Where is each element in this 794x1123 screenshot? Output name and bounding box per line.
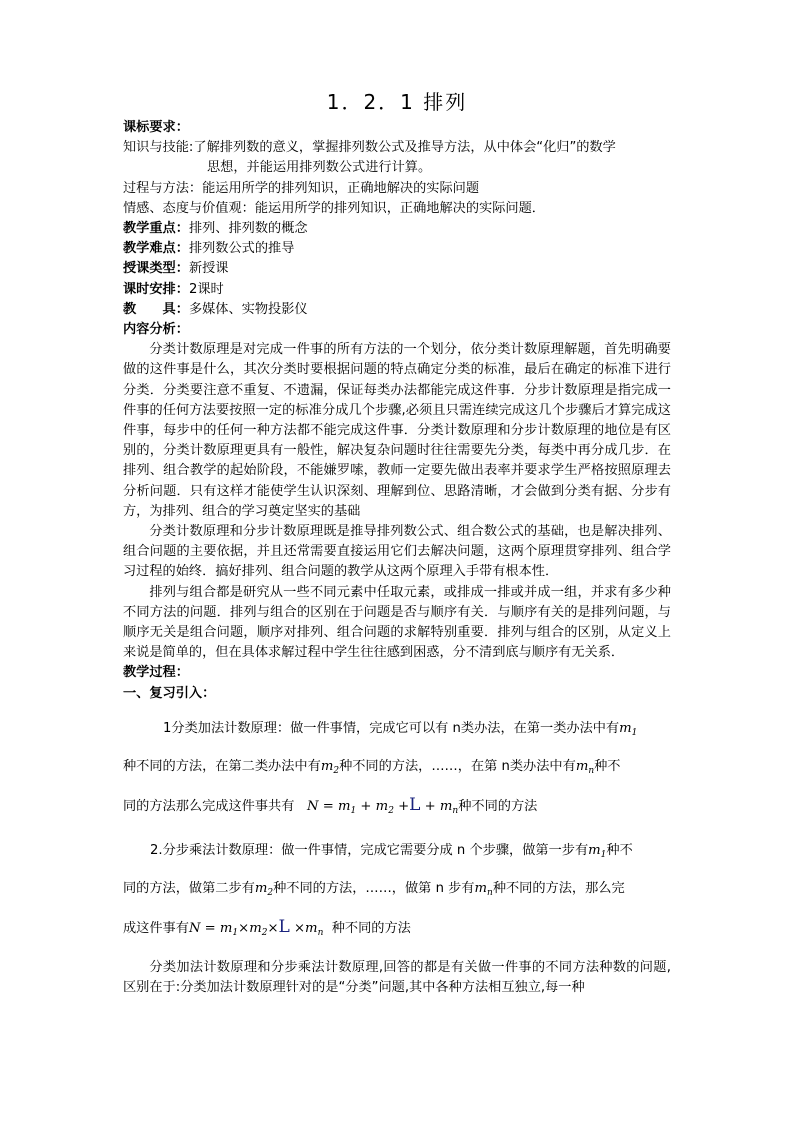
kebiao-knowledge: 知识与技能:了解排列数的意义，掌握排列数公式及推导方法，从中体会“化归”的数学 xyxy=(123,140,616,156)
meta-key: 教学重点： xyxy=(123,221,189,237)
document-body xyxy=(123,118,671,998)
formula-m1: $m_1$ xyxy=(588,842,607,860)
meta-value: 排列数公式的推导 xyxy=(188,241,295,257)
formula-mn: $m_n$ xyxy=(575,758,595,776)
meta-value: 新授课 xyxy=(188,261,229,277)
meta-key: 课时安排： xyxy=(123,281,189,297)
meta-row xyxy=(123,280,671,300)
meta-value: 多媒体、实物投影仪 xyxy=(188,301,308,317)
teaching-process-label: 教学过程： xyxy=(123,665,189,681)
meta-value: 排列、排列数的概念 xyxy=(188,221,308,237)
meta-key: 教 具： xyxy=(123,301,189,317)
meta-row xyxy=(123,239,671,259)
addition-principle: 1分类加法计数原理：做一件事情，完成它可以有 n类办法，在第一类办法中有$m_1$ 种不同的方法，在第二类办法中有$m_2$种不同的方法，……，在第 n类办法中有$m_n$种不 同的方法那么完成这件事共有 $N = m_1 + m_2 +L + m_n$种不同的方法 xyxy=(123,720,638,816)
formula-product: $N = m_1\times m_2\times L \times m_n$ xyxy=(188,916,324,938)
paragraph: 分类加法计数原理和分步乘法计数原理,回答的都是有关做一件事的不同方法种数的问题,区别在于:分类加法计数原理针对的是“分类”问题,其中各种方法相互独立,每一种 xyxy=(123,959,671,996)
review-heading: 一、复习引入： xyxy=(123,685,216,701)
paragraph: 分类计数原理是对完成一件事的所有方法的一个划分，依分类计数原理解题，首先明确要做的这件事是什么，其次分类时要根据问题的特点确定分类的标准，最后在确定的标准下进行分类．分类要注意不重复、不遗漏，保证每类办法都能完成这件事．分步计数原理是指完成一件事的任何方法要按照一定的标准分成几个步骤,必须且只需连续完成这几个步骤后才算完成这件事，每步中的任何一种方法都不能完成这件事．分类计数原理和分步计数原理的地位是有区别的，分类计数原理更具有一般性，解决复杂问题时往往需要先分类，每类中再分成几步．在排列、组合教学的起始阶段，不能嫌罗嗦，教师一定要先做出表率并要求学生严格按照原理去分析问题．只有这样才能使学生认识深刻、理解到位、思路清晰，才会做到分类有据、分步有方，为排列、组合的学习奠定坚实的基础 xyxy=(123,342,671,519)
content-analysis-label: 内容分析： xyxy=(123,322,189,338)
meta-key: 授课类型： xyxy=(123,261,189,277)
paragraph: 排列与组合都是研究从一些不同元素中任取元素，或排成一排或并成一组，并求有多少种不同方法的问题．排列与组合的区别在于问题是否与顺序有关．与顺序有关的是排列问题，与顺序无关是组合问题，顺序对排列、组合问题的求解特别重要．排列与组合的区别，从定义上来说是简单的，但在具体求解过程中学生往往感到困惑，分不清到底与顺序有无关系． xyxy=(123,584,671,661)
formula-m1: $m_1$ xyxy=(619,720,638,738)
kebiao-process: 过程与方法：能运用所学的排列知识，正确地解决的实际问题 xyxy=(123,180,480,196)
formula-m2: $m_2$ xyxy=(320,758,340,776)
paragraph: 分类计数原理和分步计数原理既是推导排列数公式、组合数公式的基础，也是解决排列、组合问题的主要依据，并且还常需要直接运用它们去解决问题，这两个原理贯穿排列、组合学习过程的始终．搞好排列、组合问题的教学从这两个原理入手带有根本性． xyxy=(123,524,671,580)
formula-sum: $N = m_1 + m_2 +L + m_n$ xyxy=(294,794,459,816)
formula-m2: $m_2$ xyxy=(254,880,274,898)
meta-key: 教学难点： xyxy=(123,241,189,257)
kebiao-label: 课标要求： xyxy=(123,120,189,135)
meta-row xyxy=(123,300,671,320)
page-title: 1．2．1 排列 xyxy=(326,90,468,114)
multiplication-principle: 2.分步乘法计数原理：做一件事情，完成它需要分成 n 个步骤，做第一步有$m_1$种不 同的方法，做第二步有$m_2$种不同的方法，……，做第 n 步有$m_n$种不同的方法，那么完 成这件事有$N = m_1\times m_2\times L \times m_n$ 种不同的方法 xyxy=(123,842,633,938)
kebiao-emotion: 情感、态度与价值观：能运用所学的排列知识，正确地解决的实际问题． xyxy=(123,200,545,216)
kebiao-knowledge-cont: 思想，并能运用排列数公式进行计算。 xyxy=(207,160,432,176)
meta-row xyxy=(123,219,671,239)
meta-value: 2课时 xyxy=(188,281,224,297)
formula-mn: $m_n$ xyxy=(474,880,493,898)
meta-row xyxy=(123,259,671,279)
